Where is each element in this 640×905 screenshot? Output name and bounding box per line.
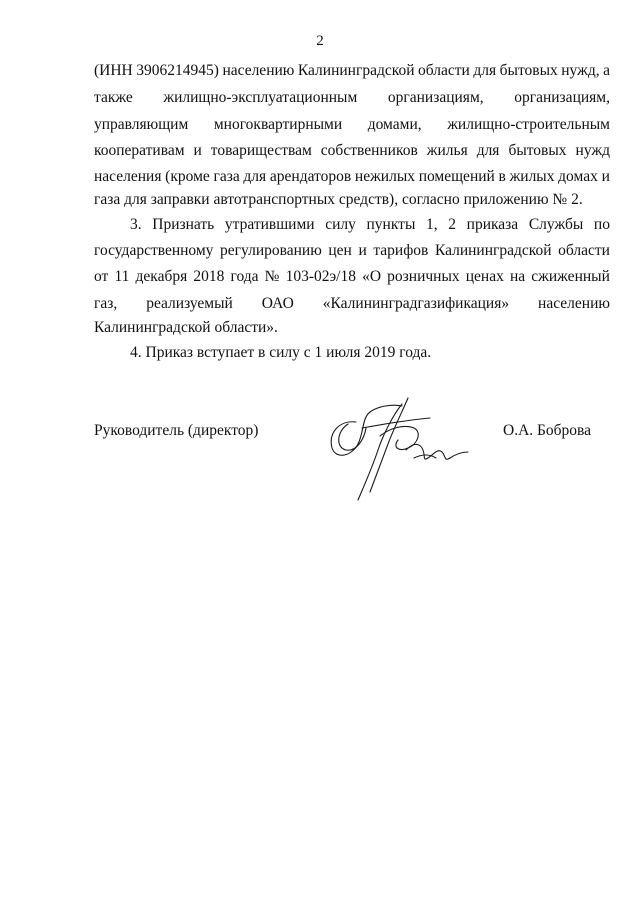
item-3-line-5: Калининградской области». [94,319,278,336]
signatory-name: О.А. Боброва [503,422,592,439]
text-line-2: также жилищно-эксплуатационным организациям, организациям, [94,89,610,106]
handwritten-signature [318,388,478,508]
signatory-title: Руководитель (директор) [94,422,259,439]
text-line-4: кооперативам и товариществам собственников жилья для бытовых нужд [94,142,610,159]
text-line-5: населения (кроме газа для арендаторов нежилых помещений в жилых домах и [94,168,610,185]
item-3-line-4: газ, реализуемый ОАО «Калининградгазификация» населению [94,295,610,312]
item-3-line-3: от 11 декабря 2018 года № 103-02э/18 «О розничных ценах на сжиженный [94,268,610,285]
page-number: 2 [316,33,324,49]
item-3-line-1: 3. Признать утратившими силу пункты 1, 2 приказа Службы по [130,216,610,233]
item-3-line-2: государственному регулированию цен и тарифов Калининградской области [94,242,610,259]
text-line-6: газа для заправки автотранспортных средств), согласно приложению № 2. [94,191,583,208]
text-line-1: (ИНН 3906214945) населению Калининградской области для бытовых нужд, а [94,62,610,79]
item-4-line: 4. Приказ вступает в силу с 1 июля 2019 года. [130,344,432,361]
text-line-3: управляющим многоквартирными домами, жилищно-строительным [94,116,610,133]
